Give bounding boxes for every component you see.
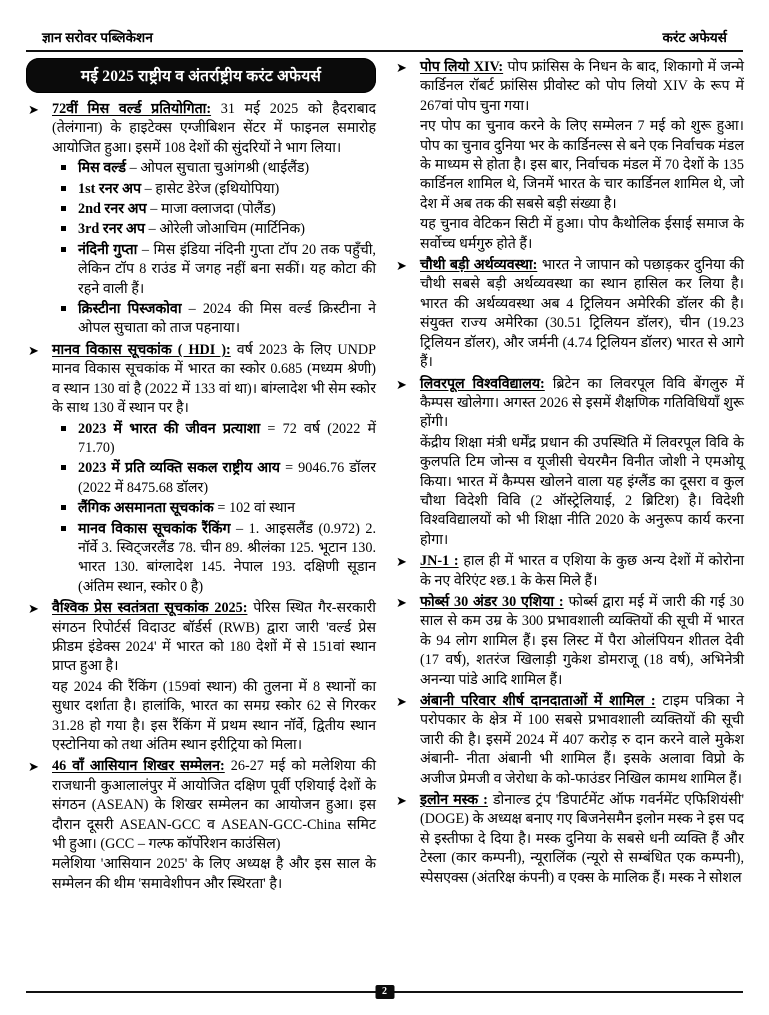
entry-lead-paragraph — [420, 256, 744, 372]
square-bullet-icon — [61, 526, 66, 531]
square-bullet-icon — [61, 505, 66, 510]
square-bullet-icon — [61, 206, 66, 211]
entry-heading: इलोन मस्क : — [420, 792, 488, 809]
entry-press-freedom — [26, 599, 376, 755]
entry-lead-paragraph — [52, 341, 376, 419]
left-column — [26, 58, 376, 977]
arrow-bullet-icon: ➤ — [28, 601, 39, 617]
entry-paragraph — [420, 434, 744, 550]
page-number: 2 — [375, 985, 394, 999]
arrow-bullet-icon: ➤ — [396, 694, 407, 709]
entry-pope-leo-xiv — [394, 58, 744, 254]
sub-item — [52, 499, 376, 518]
square-bullet-icon — [61, 426, 66, 431]
left-entries-list — [26, 100, 376, 894]
sub-item — [52, 520, 376, 598]
sub-item-paragraph — [78, 180, 376, 199]
entry-text: 26-27 मई को मलेशिया की राजधानी कुआलालंपुर में आयोजित दक्षिण पूर्वी एशियाई देशों के संगठन (ASEAN) के शिखर सम्मेलन का आयोजन हुआ। इस दौरान दूसरी ASEAN-GCC व ASEAN-GCC-China समिट भी हुआ। (GCC – गल्फ कॉर्पोरेशन काउंसिल) — [52, 758, 376, 853]
entry-text: वर्ष 2023 के लिए UNDP मानव विकास सूचकांक में भारत का स्कोर 0.685 (मध्यम श्रेणी) व स्थान 130 वां है (2022 में 133 वां था)। बांग्लादेश भी सेम स्कोर के साथ 130 वें स्थान पर है। — [52, 341, 376, 417]
entry-heading: मानव विकास सूचकांक ( HDI ): — [52, 341, 231, 358]
entry-heading: चौथी बड़ी अर्थव्यवस्था: — [420, 257, 538, 274]
entry-text: यह 2024 की रैंकिंग (159वां स्थान) की तुलना में 8 स्थानों का सुधार दर्शाता है। हालांकि, भारत का समग्र स्कोर 62 से गिरकर 31.28 हो गया है। इस रैंकिंग में प्रथम स्थान नॉर्वे, द्वितीय स्थान एस्टोनिया को तथा अंतिम स्थान इरीट्रिया को मिला। — [52, 678, 376, 753]
right-column — [394, 58, 744, 977]
entry-heading: लिवरपूल विश्वविद्यालय: — [420, 375, 545, 392]
entry-text: पेरिस स्थित गैर-सरकारी संगठन रिपोर्टर्स विदाउट बॉर्डर्स (RWB) द्वारा जारी 'वर्ल्ड प्रेस फ्रीडम इंडेक्स 2024' में भारत को 180 देशों में से 151वां स्थान प्राप्त हुआ है। — [52, 600, 376, 675]
sub-item-label: 2023 में भारत की जीवन प्रत्याशा — [78, 420, 261, 437]
sub-item — [52, 300, 376, 339]
right-entries-list — [394, 58, 744, 888]
sub-item-value: – ओरेली जोआचिम (मार्टिनिक) — [148, 221, 306, 238]
entry-heading: फोर्ब्स 30 अंडर 30 एशिया : — [420, 593, 564, 610]
sub-item — [52, 200, 376, 219]
square-bullet-icon — [61, 186, 66, 191]
entry-lead-paragraph — [420, 593, 744, 690]
arrow-bullet-icon: ➤ — [396, 60, 407, 75]
square-bullet-icon — [61, 465, 66, 470]
arrow-bullet-icon: ➤ — [28, 759, 39, 775]
section-name: करंट अफेयर्स — [662, 30, 727, 45]
arrow-bullet-icon: ➤ — [396, 594, 407, 610]
arrow-bullet-icon: ➤ — [396, 376, 407, 392]
entry-paragraph — [52, 678, 376, 756]
sub-item-paragraph — [78, 520, 376, 598]
entry-text: फोर्ब्स द्वारा मई में जारी की गई 30 साल से कम उम्र के 300 प्रभावशाली व्यक्तियों की सूची में भारत के 94 लोग शामिल हैं। इस लिस्ट में पैरा ओलंपियन शीतल देवी (17 वर्ष), शतरंज खिलाड़ी गुकेश डोमराजू (18 वर्ष), अभिनेत्री अनन्या पांडे आदि शामिल हैं। — [420, 593, 744, 688]
sub-item-value: – मिस इंडिया नंदिनी गुप्ता टॉप 20 तक पहुँची, लेकिन टॉप 8 राउंड में जगह नहीं बना सकीं। यह कोटा की रहने वाली हैं। — [78, 241, 376, 297]
entry-lead-paragraph — [52, 100, 376, 158]
entry-miss-world — [26, 100, 376, 339]
entry-heading: 46 वाँ आसियान शिखर सम्मेलन: — [52, 758, 225, 775]
sub-item-label: लैंगिक असमानता सूचकांक — [78, 500, 214, 517]
sub-item-label: 2nd रनर अप — [78, 201, 147, 218]
entry-lead-paragraph — [52, 599, 376, 677]
entry-ambani-top-donors — [394, 692, 744, 789]
entry-text: टाइम पत्रिका ने परोपकार के क्षेत्र में 100 सबसे प्रभावशाली व्यक्तियों की सूची जारी की है। इसमें 2024 में 407 करोड़ रु दान करने वाले मुकेश अंबानी- नीता अंबानी भी शामिल हैं। इसके अलावा विप्रो के अजीज प्रेमजी व जेरोधा के को-फाउंडर निखिल कामथ शामिल हैं। — [420, 693, 744, 787]
sub-item-paragraph — [78, 459, 376, 498]
entry-heading: अंबानी परिवार शीर्ष दानदाताओं में शामिल : — [420, 693, 656, 709]
entry-elon-musk — [394, 791, 744, 888]
entry-text: नए पोप का चुनाव करने के लिए सम्मेलन 7 मई को शुरू हुआ। पोप का चुनाव दुनिया भर के कार्डिनल्स से बने एक निर्वाचक मंडल के माध्यम से होता है। इस बार, निर्वाचक मंडल में 70 देशों के 135 कार्डिनल शामिल थे, जिनमें भारत के चार कार्डिनल शामिल थे, जो देश में अब तक की सबसे बड़ी संख्या है। — [420, 118, 744, 212]
sub-item — [52, 459, 376, 498]
square-bullet-icon — [61, 306, 66, 311]
entry-heading: वैश्विक प्रेस स्वतंत्रता सूचकांक 2025: — [52, 600, 248, 617]
sub-item-value: – ओपल सुचाता चुआंगश्री (थाईलैंड) — [129, 160, 310, 177]
entry-asean-summit — [26, 757, 376, 894]
entry-text: डोनाल्ड ट्रंप 'डिपार्टमेंट ऑफ गवर्नमेंट एफिशियंसी' (DOGE) के अध्यक्ष बनाए गए बिजनेसमैन इलोन मस्क ने इस पद से इस्तीफा दे दिया है। मस्क दुनिया के सबसे धनी व्यक्ति हैं और टेस्ला (कार कम्पनी), न्यूरालिंक (न्यूरो से सम्बंधित एक कम्पनी), स्पेसएक्स (अंतरिक्ष कंपनी) व एक्स के मालिक हैं। मस्क ने सोशल — [420, 792, 744, 886]
publisher-name: ज्ञान सरोवर पब्लिकेशन — [42, 30, 153, 45]
entry-paragraph — [420, 117, 744, 214]
entry-paragraph — [52, 855, 376, 894]
entry-lead-paragraph — [420, 791, 744, 888]
sub-item-value: – माजा क्लाजदा (पोलैंड) — [150, 201, 276, 218]
entry-text: हाल ही में भारत व एशिया के कुछ अन्य देशों में कोरोना के नए वेरिएंट श्छ.1 के केस मिले हैं। — [420, 553, 745, 589]
entry-heading: 72वीं मिस वर्ल्ड प्रतियोगिता: — [52, 101, 212, 117]
sub-item-label: मिस वर्ल्ड — [78, 160, 126, 177]
sub-item-label: क्रिस्टीना पिस्जकोवा — [78, 301, 182, 318]
sub-item-label: मानव विकास सूचकांक रैंकिंग — [78, 520, 231, 537]
sub-item-paragraph — [78, 220, 376, 239]
entry-text: ब्रिटेन का लिवरपूल विवि बेंगलुरु में कैम्पस खोलेगा। अगस्त 2026 से इसमें शैक्षणिक गतिविधियाँ शुरू होंगी। — [420, 375, 745, 431]
page-footer — [26, 985, 743, 1003]
sub-item — [52, 420, 376, 459]
entry-text: केंद्रीय शिक्षा मंत्री धर्मेंद्र प्रधान की उपस्थिति में लिवरपूल विवि के कुलपति टिम जोन्स व यूजीसी चेयरमैन विनीत जोशी ने एमओयू किया। भारत में कैम्पस खोलने वाला यह इंग्लैंड का दूसरा व कुल चौथा विदेशी विवि (2 ऑस्ट्रेलियाई, 2 ब्रिटिश) है। विदेशी विश्वविद्यालयों को भी शिक्षा नीति 2020 के अनुरूप कार्य करना होगा। — [420, 434, 744, 548]
entry-text: यह चुनाव वेटिकन सिटी में हुआ। पोप कैथोलिक ईसाई समाज के सर्वोच्च धर्मगुरु होते हैं। — [420, 216, 744, 252]
entry-text: पोप फ्रांसिस के निधन के बाद, शिकागो में जन्मे कार्डिनल रॉबर्ट फ्रांसिस प्रीवोस्ट को पोप लियो XIV के रूप में 267वां पोप चुना गया। — [420, 59, 744, 114]
month-banner: मई 2025 राष्ट्रीय व अंतर्राष्ट्रीय करंट अफेयर्स — [26, 58, 376, 93]
sub-item-paragraph — [78, 241, 376, 299]
entry-text: भारत ने जापान को पछाड़कर दुनिया की चौथी सबसे बड़ी अर्थव्यवस्था का स्थान हासिल कर लिया है। भारत की अर्थव्यवस्था अब 4 ट्रिलियन अमेरिकी डॉलर की है। संयुक्त राज्य अमेरिका (30.51 ट्रिलियन डॉलर), चीन (19.23 ट्रिलियन डॉलर), और जर्मनी (4.74 ट्रिलियन डॉलर) भारत से आगे हैं। — [420, 257, 744, 371]
entry-liverpool-university — [394, 375, 744, 551]
entry-text: मलेशिया 'आसियान 2025' के लिए अध्यक्ष है और इस साल के सम्मेलन की थीम 'समावेशीपन और स्थिरता' है। — [52, 856, 376, 892]
sub-item-value: = 9046.76 डॉलर (2022 में 8475.68 डॉलर) — [78, 460, 376, 496]
sub-item-label: 1st रनर अप — [78, 180, 142, 197]
sub-item-value: = 72 वर्ष (2022 में 71.70) — [78, 420, 376, 456]
sub-item-value: – 2024 की मिस वर्ल्ड क्रिस्टीना ने ओपल सुचाता को ताज पहनाया। — [78, 301, 376, 337]
sub-item-paragraph — [78, 499, 376, 518]
header-divider — [26, 50, 743, 52]
sub-item-paragraph — [78, 420, 376, 459]
entry-lead-paragraph — [420, 552, 744, 591]
entry-lead-paragraph — [420, 692, 744, 789]
arrow-bullet-icon: ➤ — [396, 793, 407, 809]
sub-item-value: – 1. आइसलैंड (0.972) 2. नॉर्वे 3. स्विट्जरलैंड 78. चीन 89. श्रीलंका 125. भूटान 130. भारत 130. बांग्लादेश 145. नेपाल 193. दक्षिणी सूडान (अंतिम स्थान, स्कोर 0 है) — [78, 520, 377, 595]
entry-jn-1 — [394, 552, 744, 591]
arrow-bullet-icon: ➤ — [396, 554, 407, 570]
arrow-bullet-icon: ➤ — [28, 102, 39, 117]
square-bullet-icon — [61, 226, 66, 231]
entry-lead-paragraph — [420, 375, 744, 433]
entry-text: 31 मई 2025 को हैदराबाद (तेलंगाना) के हाइटेक्स एग्जीबिशन सेंटर में फाइनल समारोह आयोजित हुआ। इसमें 108 देशों की सुंदरियों ने भाग लिया। — [52, 101, 376, 156]
running-header — [42, 28, 727, 46]
entry-paragraph — [420, 215, 744, 254]
sub-item-paragraph — [78, 200, 376, 219]
sub-item — [52, 180, 376, 199]
entry-lead-paragraph — [52, 757, 376, 854]
sub-item-label: 2023 में प्रति व्यक्ति सकल राष्ट्रीय आय — [78, 460, 281, 477]
arrow-bullet-icon: ➤ — [28, 342, 39, 358]
square-bullet-icon — [61, 247, 66, 252]
entry-hdi — [26, 341, 376, 597]
two-column-body — [26, 58, 743, 977]
sub-item-value: – हासेट डेरेज (इथियोपिया) — [144, 180, 280, 197]
sub-item-label: नंदिनी गुप्ता — [78, 241, 138, 258]
entry-fourth-largest-economy — [394, 256, 744, 372]
sub-item — [52, 159, 376, 178]
sub-item-label: 3rd रनर अप — [78, 221, 145, 238]
entry-heading: JN-1 : — [420, 553, 459, 570]
sub-item-paragraph — [78, 159, 376, 178]
sub-item — [52, 241, 376, 299]
sub-item — [52, 220, 376, 239]
entry-lead-paragraph — [420, 58, 744, 116]
entry-heading: पोप लियो XIV: — [420, 59, 504, 75]
sub-item-value: = 102 वां स्थान — [217, 500, 296, 517]
arrow-bullet-icon: ➤ — [396, 258, 407, 274]
square-bullet-icon — [61, 165, 66, 170]
sub-item-paragraph — [78, 300, 376, 339]
entry-forbes-30-under-30 — [394, 593, 744, 690]
